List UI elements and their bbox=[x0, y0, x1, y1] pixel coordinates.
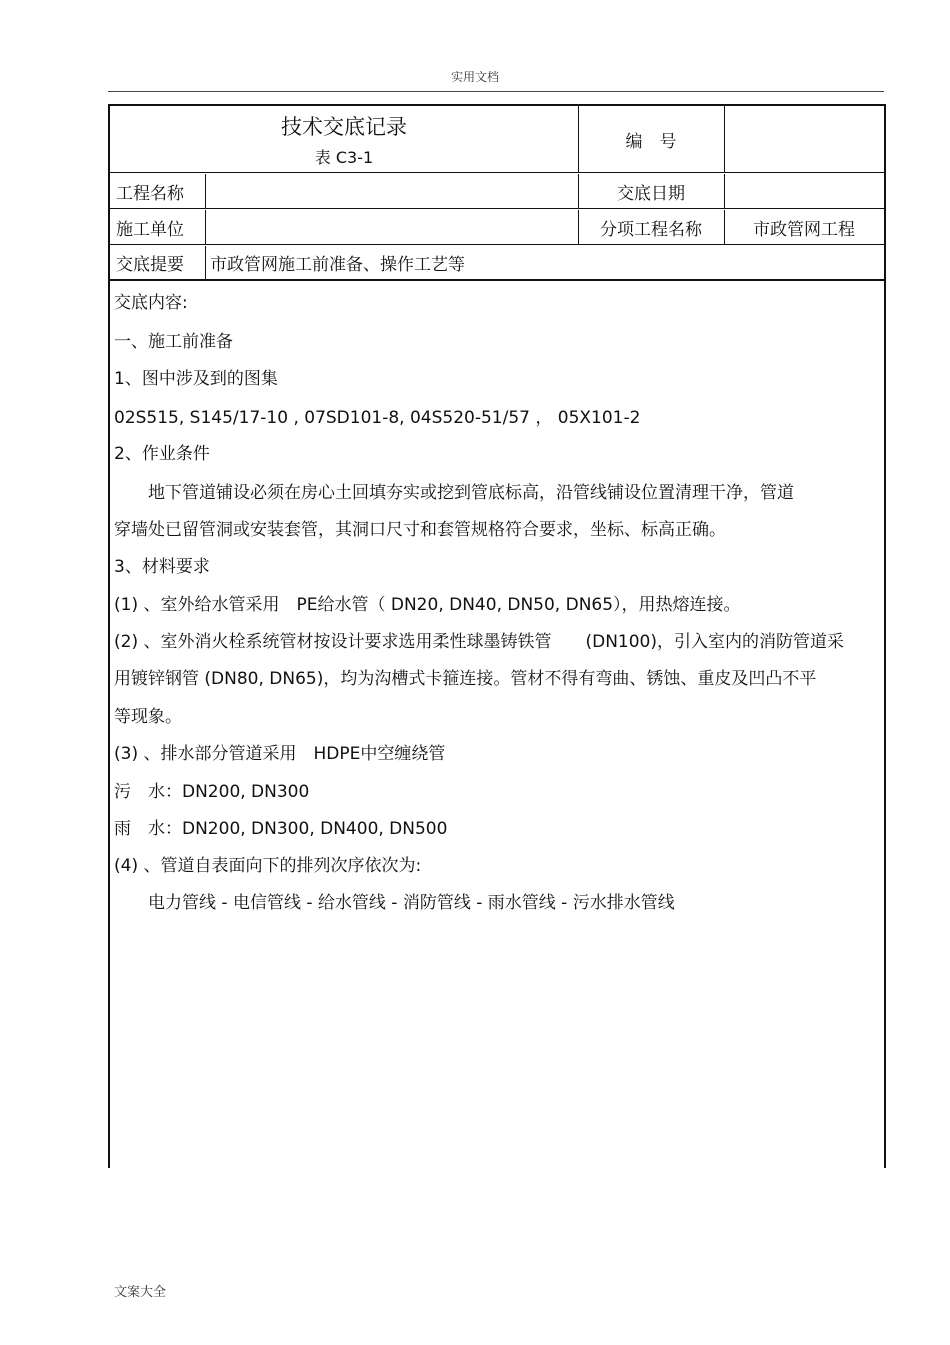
summary-label: 交底提要 bbox=[116, 255, 184, 275]
disclosure-record-table bbox=[108, 104, 886, 1168]
content-line: (1) 、室外给水管采用 PE给水管（ DN20, DN40, DN50, DN65），用热熔连接。 bbox=[114, 595, 741, 615]
content-line: (2) 、室外消火栓系统管材按设计要求选用柔性球墨铸铁管 (DN100)，引入室内的消防管道采 bbox=[114, 632, 845, 652]
date-label: 交底日期 bbox=[617, 183, 685, 204]
content-line: 污 水：DN200, DN300 bbox=[114, 782, 310, 802]
document-title: 技术交底记录 bbox=[281, 114, 407, 139]
number-label: 编 号 bbox=[625, 131, 677, 152]
divider bbox=[205, 246, 206, 279]
content-line: 雨 水：DN200, DN300, DN400, DN500 bbox=[114, 819, 448, 839]
unit-label: 施工单位 bbox=[116, 219, 184, 240]
content-line: 用镀锌钢管 (DN80, DN65)，均为沟槽式卡箍连接。管材不得有弯曲、锈蚀、重皮及凹凸不平 bbox=[114, 669, 817, 689]
unit-row bbox=[110, 210, 884, 245]
divider bbox=[205, 210, 206, 244]
project-name-value bbox=[210, 174, 570, 208]
project-name-row bbox=[110, 174, 884, 209]
header-divider bbox=[108, 91, 884, 92]
content-line: 地下管道铺设必须在房心土回填夯实或挖到管底标高，沿管线铺设位置清理干净，管道 bbox=[114, 483, 794, 503]
content-line: 3、材料要求 bbox=[114, 557, 210, 577]
content-line: 2、作业条件 bbox=[114, 444, 210, 464]
content-line: (4) 、管道自表面向下的排列次序依次为: bbox=[114, 856, 422, 876]
summary-value: 市政管网施工前准备、操作工艺等 bbox=[210, 255, 465, 275]
content-line: 等现象。 bbox=[114, 707, 182, 727]
page-header: 实用文档 bbox=[450, 70, 499, 84]
content-line: 穿墙处已留管洞或安装套管，其洞口尺寸和套管规格符合要求，坐标、标高正确。 bbox=[114, 520, 726, 540]
summary-row bbox=[110, 246, 884, 281]
title-cell bbox=[110, 106, 578, 172]
subproject-label: 分项工程名称 bbox=[600, 219, 702, 240]
content-line: 电力管线 - 电信管线 - 给水管线 - 消防管线 - 雨水管线 - 污水排水管线 bbox=[114, 893, 675, 913]
content-line: 1、图中涉及到的图集 bbox=[114, 369, 278, 389]
content-line: 交底内容: bbox=[114, 293, 188, 313]
content-line: 一、施工前准备 bbox=[114, 332, 233, 352]
form-code: 表 C3-1 bbox=[314, 147, 374, 167]
page-footer: 文案大全 bbox=[114, 1285, 167, 1300]
title-row bbox=[110, 106, 884, 173]
date-value bbox=[724, 174, 884, 208]
divider bbox=[205, 174, 206, 208]
content-line: (3) 、排水部分管道采用 HDPE中空缠绕管 bbox=[114, 744, 446, 764]
subproject-value: 市政管网工程 bbox=[753, 219, 855, 240]
project-name-label: 工程名称 bbox=[116, 183, 184, 204]
content-line: 02S515, S145/17-10 , 07SD101-8, 04S520-51/57 ， 05X101-2 bbox=[114, 408, 641, 428]
number-value bbox=[724, 106, 884, 172]
unit-value bbox=[210, 210, 570, 244]
